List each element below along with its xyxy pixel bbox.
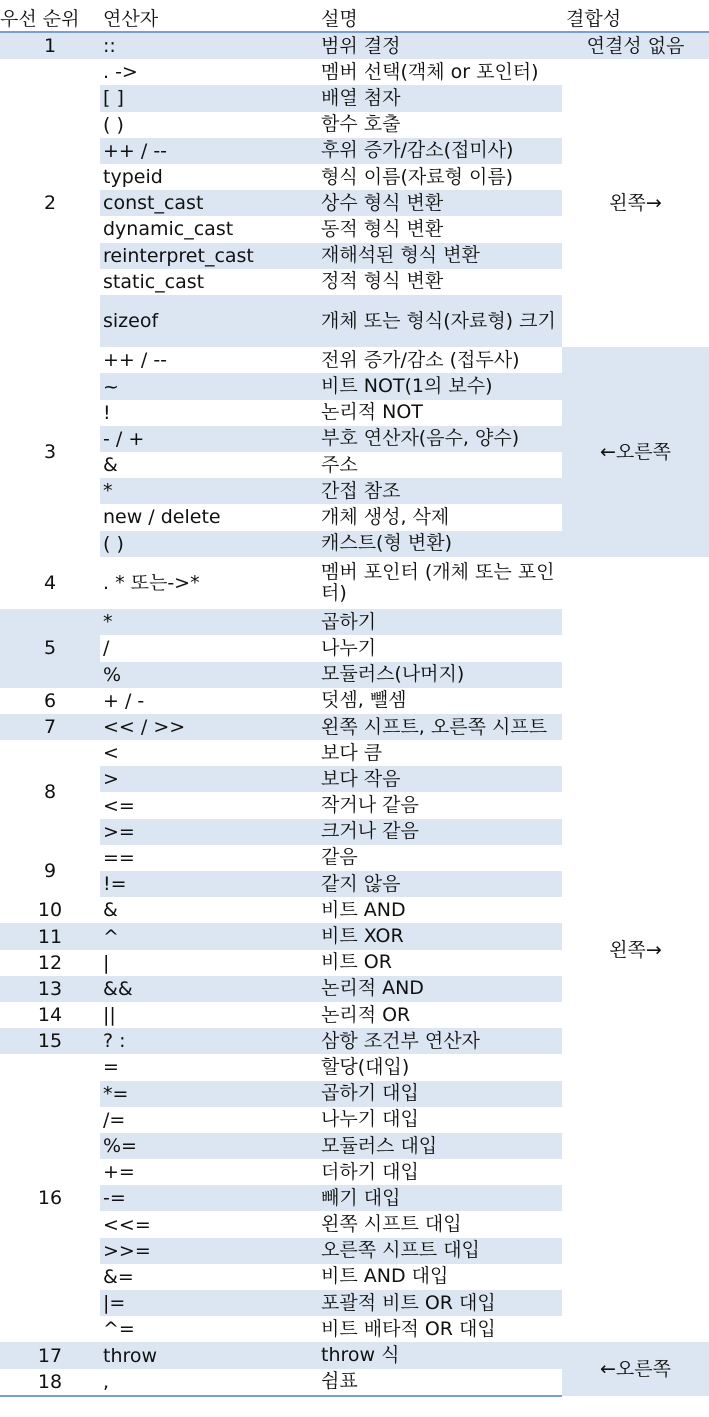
operator-cell: !=: [100, 871, 318, 897]
precedence-cell: 1: [0, 32, 100, 59]
operator-cell: ^: [100, 923, 318, 949]
description-cell: 주소: [321, 453, 358, 476]
operator-cell: throw: [100, 1342, 318, 1368]
operator-cell: ==: [103, 846, 135, 869]
header-operator: 연산자: [100, 0, 318, 32]
precedence-cell: 15: [0, 1028, 100, 1054]
operator-cell: +=: [103, 1161, 135, 1184]
table-row: [0, 1342, 709, 1368]
description-cell: 함수 호출: [321, 113, 401, 136]
description-cell: 빼기 대입: [318, 1185, 562, 1211]
description-cell: 비트 XOR: [318, 923, 562, 949]
operator-cell: + / -: [103, 689, 145, 712]
operator-cell: typeid: [103, 166, 163, 189]
description-cell: 할당(대입): [321, 1055, 410, 1078]
description-cell: 재해석된 형식 변환: [318, 243, 562, 269]
associativity-cell: 연결성 없음: [562, 32, 709, 59]
operator-cell: *: [100, 609, 318, 635]
description-cell: 보다 큼: [321, 741, 383, 764]
description-cell: 왼쪽 시프트, 오른쪽 시프트: [318, 714, 562, 740]
precedence-cell: 7: [0, 714, 100, 740]
description-cell: 나누기 대입: [321, 1108, 419, 1131]
operator-cell: sizeof: [100, 295, 318, 347]
description-cell: 같지 않음: [318, 871, 562, 897]
operator-cell: ^=: [103, 1318, 135, 1341]
precedence-cell: 4: [43, 571, 57, 594]
table-row: [0, 557, 709, 609]
operator-cell: |: [103, 951, 110, 974]
precedence-cell: 2: [43, 192, 57, 215]
operator-cell: ? :: [100, 1028, 318, 1054]
description-cell: 오른쪽 시프트 대입: [318, 1238, 562, 1264]
precedence-cell: 8: [43, 781, 57, 804]
operator-cell: *: [100, 478, 318, 504]
description-cell: 개체 생성, 삭제: [321, 505, 450, 528]
precedence-cell: 11: [0, 923, 100, 949]
description-cell: 보다 작음: [318, 766, 562, 792]
description-cell: 곱하기 대입: [318, 1081, 562, 1107]
operator-cell: dynamic_cast: [103, 218, 234, 241]
operator-cell: >=: [100, 819, 318, 845]
operator-cell: &&: [100, 976, 318, 1002]
description-cell: throw 식: [318, 1342, 562, 1368]
description-cell: 비트 AND 대입: [321, 1265, 449, 1288]
associativity-cell: ←오른쪽: [562, 1342, 709, 1395]
operator-cell: =: [103, 1056, 119, 1079]
description-cell: 개체 또는 형식(자료형) 크기: [318, 295, 562, 347]
precedence-cell: 9: [43, 860, 57, 883]
precedence-cell: 10: [37, 899, 63, 922]
precedence-cell: 18: [0, 1369, 100, 1396]
description-cell: 작거나 같음: [321, 794, 419, 817]
description-cell: 쉼표: [318, 1369, 562, 1396]
operator-cell: ::: [100, 32, 318, 59]
table-row: [0, 347, 709, 373]
precedence-cell: 16: [37, 1187, 63, 1210]
operator-cell: ++ / --: [100, 138, 318, 164]
table-row: [0, 59, 709, 85]
description-cell: 논리적 OR: [321, 1003, 411, 1026]
description-cell: 배열 첨자: [318, 85, 562, 111]
description-cell: 논리적 NOT: [321, 401, 423, 424]
operator-cell: &: [103, 899, 118, 922]
operator-cell: |=: [100, 1290, 318, 1316]
description-cell: 멤버 포인터 (개체 또는 포인터): [321, 560, 555, 604]
precedence-cell: 13: [0, 976, 100, 1002]
header-row: [0, 0, 709, 32]
operator-cell: >>=: [100, 1238, 318, 1264]
operator-cell: ,: [100, 1369, 318, 1396]
table-body: [0, 32, 709, 1396]
description-cell: 비트 AND: [321, 898, 406, 921]
operator-cell: [ ]: [100, 85, 318, 111]
operator-cell: const_cast: [100, 190, 318, 216]
precedence-cell: 3: [43, 441, 57, 464]
description-cell: 범위 결정: [318, 32, 562, 59]
header-description: 설명: [318, 0, 562, 32]
operator-cell: ~: [100, 373, 318, 399]
header-precedence: 우선 순위: [0, 0, 100, 32]
description-cell: 덧셈, 뺄셈: [321, 689, 407, 712]
description-cell: 더하기 대입: [321, 1160, 419, 1183]
header-associativity: 결합성: [562, 0, 709, 32]
description-cell: 같음: [321, 846, 358, 869]
description-cell: 삼항 조건부 연산자: [318, 1028, 562, 1054]
description-cell: 멤버 선택(객체 or 포인터): [321, 60, 539, 83]
description-cell: 크거나 같음: [318, 819, 562, 845]
description-cell: 비트 NOT(1의 보수): [318, 373, 562, 399]
associativity-cell: 왼쪽→: [609, 938, 662, 961]
operator-cell: /=: [103, 1108, 126, 1131]
operator-cell: /: [103, 637, 110, 660]
description-cell: 정적 형식 변환: [321, 270, 444, 293]
description-cell: 동적 형식 변환: [321, 217, 444, 240]
description-cell: 곱하기: [318, 609, 562, 635]
precedence-cell: 12: [37, 951, 63, 974]
operator-cell: %=: [100, 1133, 318, 1159]
description-cell: 왼쪽 시프트 대입: [321, 1213, 462, 1236]
precedence-cell: 17: [0, 1342, 100, 1368]
operator-cell: %: [100, 662, 318, 688]
description-cell: 간접 참조: [318, 478, 562, 504]
description-cell: 상수 형식 변환: [318, 190, 562, 216]
description-cell: 후위 증가/감소(접미사): [318, 138, 562, 164]
operator-cell: ++ / --: [103, 349, 168, 372]
operator-cell: *=: [100, 1081, 318, 1107]
associativity-cell: 왼쪽→: [609, 192, 662, 215]
description-cell: 모듈러스 대입: [318, 1133, 562, 1159]
operator-cell: -=: [100, 1185, 318, 1211]
description-cell: 형식 이름(자료형 이름): [321, 165, 514, 188]
description-cell: 나누기: [321, 636, 377, 659]
operator-cell: >: [100, 766, 318, 792]
operator-cell: &=: [103, 1265, 134, 1288]
operator-cell: << / >>: [100, 714, 318, 740]
operator-cell: ||: [103, 1004, 116, 1027]
operator-cell: <=: [103, 794, 135, 817]
description-cell: 비트 배타적 OR 대입: [321, 1317, 496, 1340]
description-cell: 비트 OR: [321, 951, 392, 974]
precedence-cell: 6: [43, 689, 57, 712]
associativity-cell: ←오른쪽: [562, 347, 709, 557]
description-cell: 캐스트(형 변환): [318, 531, 562, 557]
operator-cell: &: [103, 454, 118, 477]
description-cell: 전위 증가/감소 (접두사): [321, 348, 520, 371]
operator-cell: . * 또는->*: [103, 571, 200, 594]
operator-cell: <<=: [103, 1213, 151, 1236]
precedence-cell: 5: [0, 609, 100, 688]
table-row: [0, 32, 709, 59]
operator-cell: ( ): [100, 531, 318, 557]
operator-cell: - / +: [100, 426, 318, 452]
operator-cell: static_cast: [103, 270, 205, 293]
operator-cell: new / delete: [103, 506, 221, 529]
operator-cell: . ->: [103, 61, 138, 84]
operator-cell: <: [103, 742, 119, 765]
description-cell: 포괄적 비트 OR 대입: [318, 1290, 562, 1316]
precedence-cell: 14: [37, 1004, 63, 1027]
description-cell: 논리적 AND: [318, 976, 562, 1002]
operator-cell: ( ): [103, 113, 124, 136]
description-cell: 부호 연산자(음수, 양수): [318, 426, 562, 452]
operator-cell: !: [103, 401, 111, 424]
description-cell: 모듈러스(나머지): [318, 662, 562, 688]
operator-cell: reinterpret_cast: [100, 243, 318, 269]
